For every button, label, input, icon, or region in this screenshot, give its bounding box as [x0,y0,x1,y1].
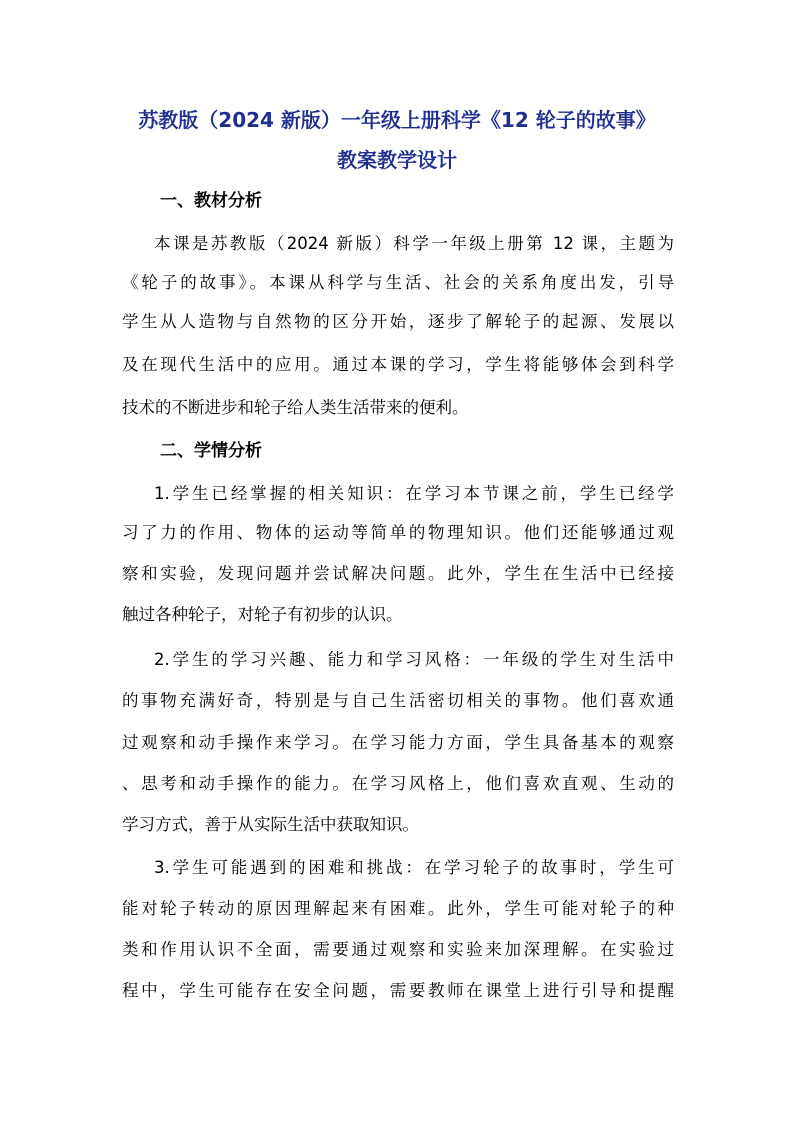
document-title: 苏教版（2024 新版）一年级上册科学《12 轮子的故事》 [138,108,656,132]
paragraph-line: 程中，学生可能存在安全问题，需要教师在课堂上进行引导和提醒 [122,981,674,1000]
paragraph-line: 技术的不断进步和轮子给人类生活带来的便利。 [122,398,469,417]
paragraph-line: 本课是苏教版（2024 新版）科学一年级上册第 12 课，主题为 [154,234,674,253]
paragraph-line: 习了力的作用、物体的运动等简单的物理知识。他们还能够通过观 [122,523,674,542]
paragraph-line: 《轮子的故事》。本课从科学与生活、社会的关系角度出发，引导 [122,273,674,292]
paragraph-line: 能对轮子转动的原因理解起来有困难。此外，学生可能对轮子的种 [122,899,674,918]
paragraph-line: 的事物充满好奇，特别是与自己生活密切相关的事物。他们喜欢通 [122,691,674,710]
paragraph-line: 察和实验，发现问题并尝试解决问题。此外，学生在生活中已经接 [122,564,674,583]
paragraph-line: 及在现代生活中的应用。通过本课的学习，学生将能够体会到科学 [122,355,674,374]
paragraph-line: 学习方式，善于从实际生活中获取知识。 [122,815,419,834]
section-heading-textbook-analysis: 一、教材分析 [160,191,262,211]
paragraph-line: 类和作用认识不全面，需要通过观察和实验来加深理解。在实验过 [122,940,674,959]
paragraph-line: 过观察和动手操作来学习。在学习能力方面，学生具备基本的观察 [122,733,674,752]
paragraph-line: 触过各种轮子，对轮子有初步的认识。 [122,605,403,624]
paragraph-line: 1.学生已经掌握的相关知识：在学习本节课之前，学生已经学 [154,484,674,503]
document-subtitle: 教案教学设计 [337,148,457,172]
paragraph-line: 2.学生的学习兴趣、能力和学习风格：一年级的学生对生活中 [154,650,674,669]
section-heading-student-analysis: 二、学情分析 [160,441,262,461]
paragraph-line: 学生从人造物与自然物的区分开始，逐步了解轮子的起源、发展以 [122,312,674,331]
paragraph-line: 3.学生可能遇到的困难和挑战：在学习轮子的故事时，学生可 [154,858,674,877]
paragraph-line: 、思考和动手操作的能力。在学习风格上，他们喜欢直观、生动的 [122,774,674,793]
